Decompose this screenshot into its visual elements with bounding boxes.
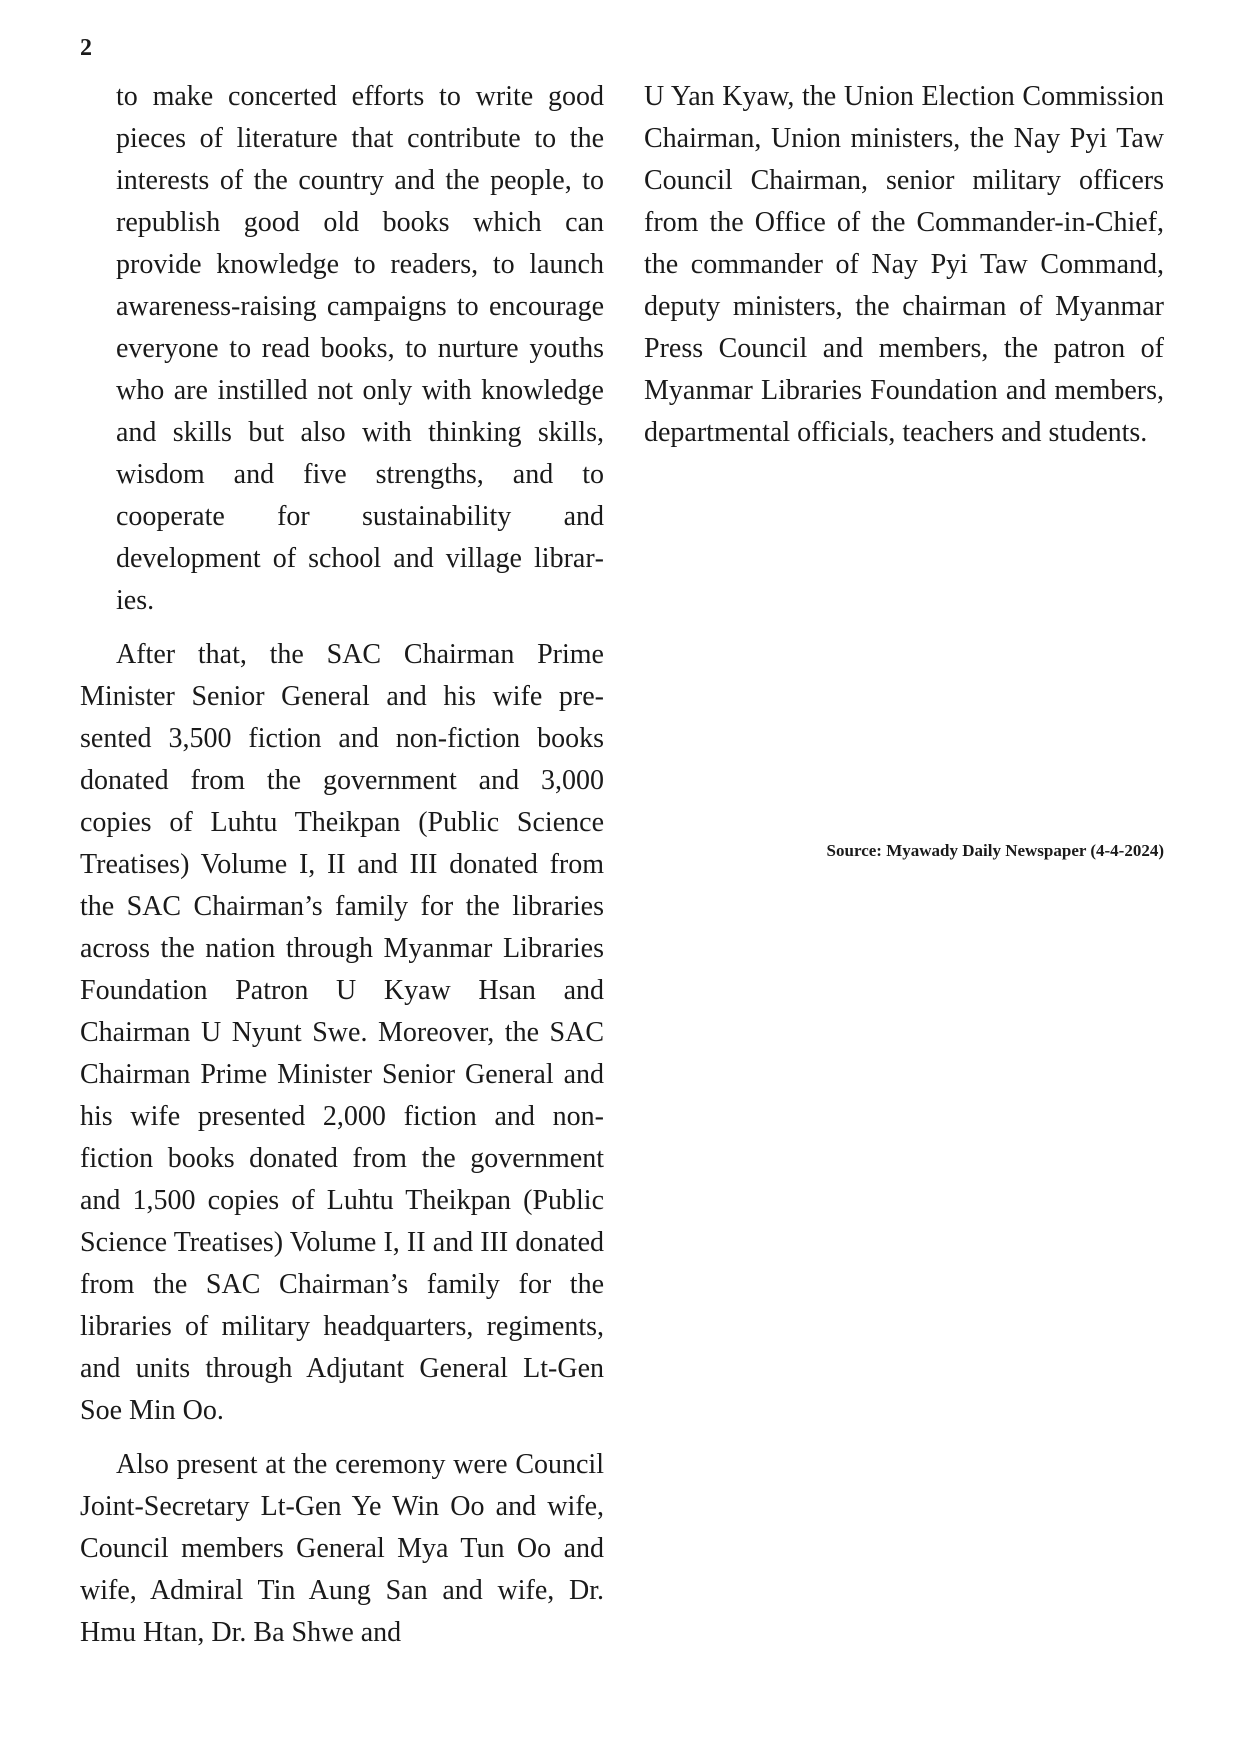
left-column xyxy=(80,76,604,1654)
body-paragraph-attendees: Also present at the ceremony were Council Joint-Secretary Lt-Gen Ye Win Oo and wife, Council members General Mya Tun Oo and wife, Admiral Tin Aung San and wife, Dr. Hmu Htan, Dr. Ba Shwe and xyxy=(80,1449,604,1648)
source-credit: Source: Myawady Daily Newspaper (4-4-2024) xyxy=(826,841,1164,860)
body-paragraph-attendees-continued: U Yan Kyaw, the Union Election Commission Chairman, Union ministers, the Nay Pyi Taw Council Chairman, senior military officers from the Office of the Commander-in-Chief, the commander of Nay Pyi Taw Command, deputy ministers, the chairman of Myanmar Press Council and members, the patron of Myanmar Libraries Foundation and members, departmental officials, teachers and students. xyxy=(644,81,1164,448)
body-paragraph-donations: After that, the SAC Chairman Prime Minister Senior General and his wife presented 3,500 fiction and non-fiction books donated from the government and 3,000 copies of Luhtu Theikpan (Public Science Treatises) Volume I, II and III donated from the SAC Chairman’s family for the libraries across the nation through Myanmar Libraries Foundation Patron U Kyaw Hsan and Chairman U Nyunt Swe. Moreover, the SAC Chairman Prime Minister Senior General and his wife presented 2,000 fiction and non-fiction books donated from the government and 1,500 copies of Luhtu Theikpan (Public Science Treatises) Volume I, II and III donated from the SAC Chairman’s family for the libraries of military headquarters, regiments, and units through Adjutant General Lt-Gen Soe Min Oo. xyxy=(80,639,604,1426)
right-column xyxy=(644,76,1164,454)
list-continuation-text: to make concerted efforts to write good pieces of literature that contribute to the interests of the country and the people, to republish good old books which can provide knowledge to readers, to launch awareness-raising campaigns to encourage everyone to read books, to nurture youths who are instilled not only with knowledge and skills but also with thinking skills, wisdom and five strengths, and to cooperate for sustainability and development of school and village libraries. xyxy=(116,81,604,616)
page-number: 2 xyxy=(80,35,92,61)
